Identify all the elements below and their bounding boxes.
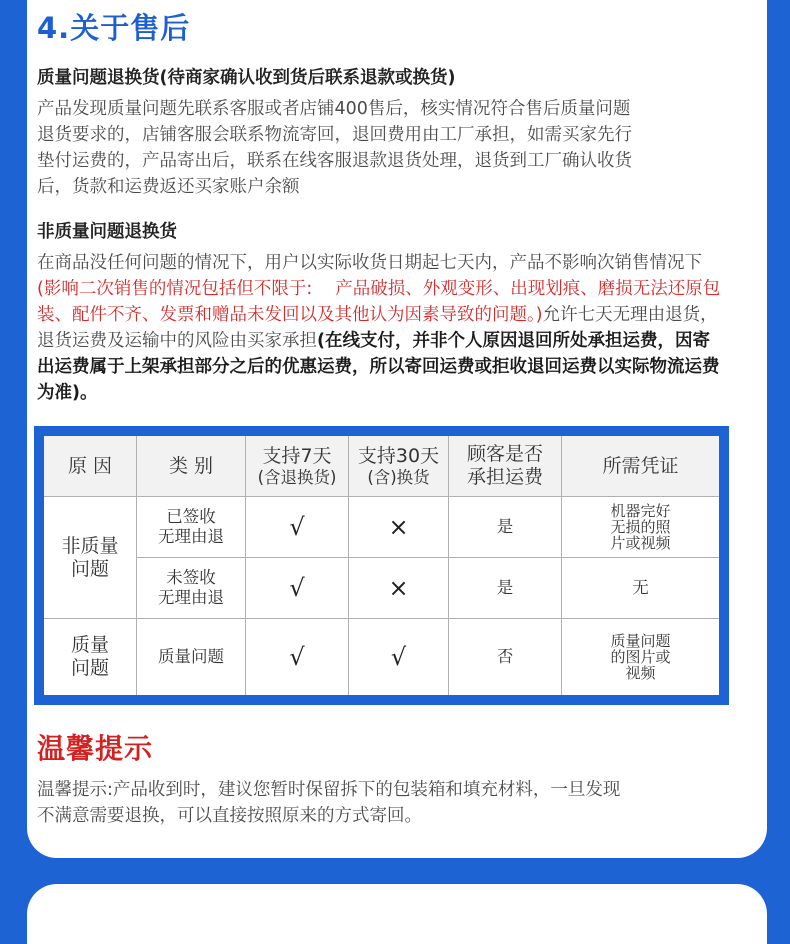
policy-text: 在商品没任何问题的情况下，用户以实际收货日期起七天内，产品不影响次销售情况下: [37, 253, 702, 273]
section-title: 4.关于售后: [37, 11, 191, 45]
row-category: 质量问题: [137, 619, 246, 695]
exclusion-note: (影响二次销售的情况包括但不限于: 产品破损、外观变形、出现划痕、磨损无法还原包装、配件不齐、发票和赠品未发回以及其他认为因素导致的问题。): [37, 279, 721, 325]
shipping-value: 是: [449, 497, 562, 558]
cross-mark: ×: [349, 558, 449, 619]
header-shipping: 顾客是否 承担运费: [449, 436, 562, 497]
non-quality-heading: 非质量问题退换货: [37, 222, 177, 242]
quality-line: 产品发现质量问题先联系客服或者店铺400售后，核实情况符合售后质量问题: [37, 99, 631, 119]
check-mark: √: [246, 497, 349, 558]
quality-line: 后，货款和运费返还买家账户余额: [37, 177, 300, 197]
header-category: 类 别: [137, 436, 246, 497]
quality-paragraph: [37, 96, 721, 200]
tip-line: 不满意需要退换，可以直接按照原来的方式寄回。: [37, 806, 422, 826]
shipping-value: 是: [449, 558, 562, 619]
after-sales-table: [44, 436, 719, 695]
quality-heading: 质量问题退换货(待商家确认收到货后联系退款或换货): [37, 68, 456, 88]
quality-line: 退货要求的，店铺客服会联系物流寄回，退回费用由工厂承担，如需买家先行: [37, 125, 632, 145]
group-non-quality: 非质量 问题: [44, 497, 137, 619]
proof-value: 质量问题 的图片或 视频: [610, 632, 671, 682]
tip-paragraph: [37, 777, 721, 829]
check-mark: √: [349, 619, 449, 695]
tip-title: 温馨提示: [37, 732, 154, 765]
check-mark: √: [246, 558, 349, 619]
policy-text: 允许七天无理由退货，退货运费及运输中的风险由买家承担: [37, 305, 718, 351]
group-quality: 质量 问题: [44, 619, 137, 695]
quality-line: 垫付运费的，产品寄出后，联系在线客服退款退货处理，退货到工厂确认收货: [37, 151, 632, 171]
non-quality-paragraph: [37, 250, 721, 406]
cross-mark: ×: [349, 497, 449, 558]
proof-value: 机器完好 无损的照 片或视频: [562, 497, 719, 558]
row-category: 未签收 无理由退: [137, 558, 246, 619]
header-7-day: 支持7天 (含退换货): [246, 436, 349, 497]
header-30-day: 支持30天 (含)换货: [349, 436, 449, 497]
proof-value: 无: [562, 558, 719, 619]
tip-line: 温馨提示:产品收到时，建议您暂时保留拆下的包装箱和填充材料，一旦发现: [37, 780, 621, 800]
check-mark: √: [246, 619, 349, 695]
row-category: 已签收 无理由退: [137, 497, 246, 558]
shipping-note: (在线支付，并非个人原因退回所处承担运费，因寄出运费属于上架承担部分之后的优惠运费，所以寄回运费或拒收退回运费以实际物流运费为准)。: [37, 331, 720, 403]
after-sales-table-frame: [34, 426, 729, 705]
header-proof: 所需凭证: [562, 436, 719, 497]
next-card: [27, 884, 767, 944]
header-reason: 原 因: [44, 436, 137, 497]
shipping-value: 否: [449, 619, 562, 695]
